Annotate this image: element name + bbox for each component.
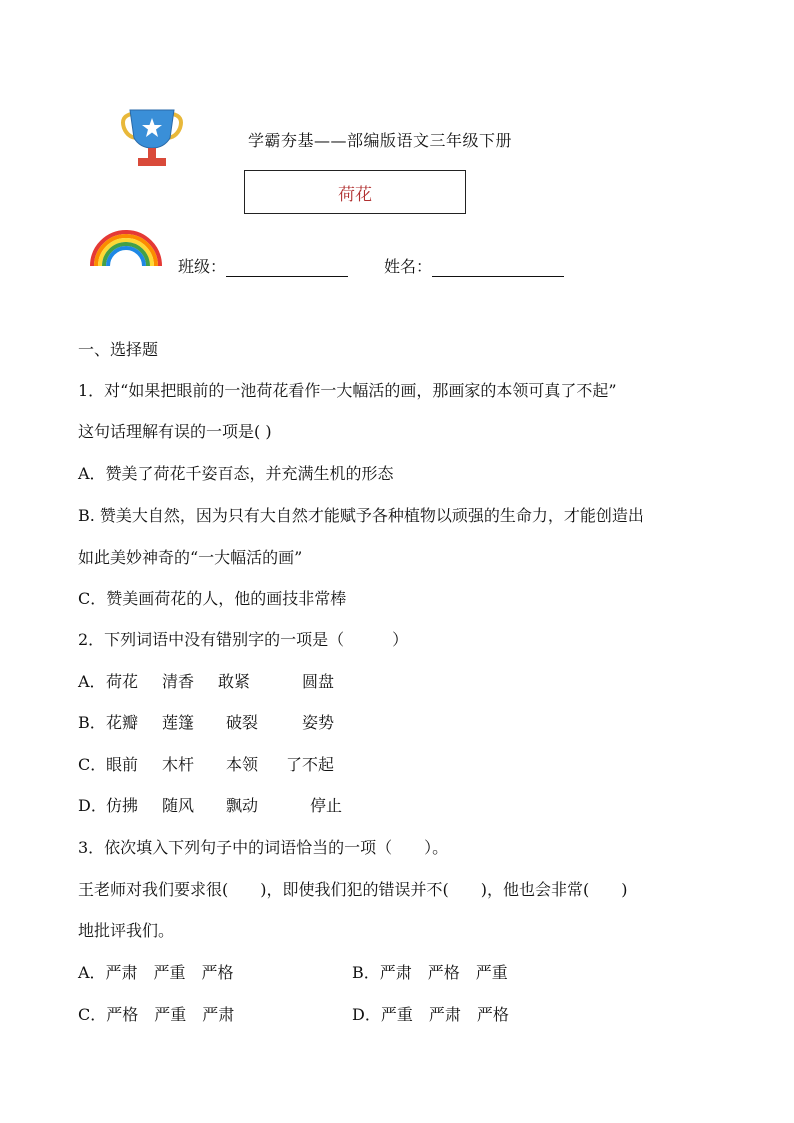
q1-option-b-line1[interactable]: B. 赞美大自然，因为只有大自然才能赋予各种植物以顽强的生命力，才能创造出: [78, 506, 644, 525]
q1-option-a[interactable]: A．赞美了荷花千姿百态，并充满生机的形态: [78, 464, 394, 483]
q2-option-letter: B．: [78, 713, 106, 732]
q2-word: 仿拂: [106, 796, 139, 815]
name-field: [384, 254, 564, 277]
q3-option-b[interactable]: B．严肃 严格 严重: [352, 963, 508, 982]
class-field: [178, 254, 348, 277]
q2-word: 飘动: [226, 796, 259, 815]
q3-sentence-line2: 地批评我们。: [78, 921, 175, 940]
q2-word: 了不起: [286, 755, 335, 774]
q2-word: 本领: [226, 755, 259, 774]
rainbow-icon: [88, 228, 164, 268]
class-blank[interactable]: [226, 258, 348, 277]
section-title: 一、选择题: [78, 340, 159, 359]
q3-option-a[interactable]: A．严肃 严重 严格: [78, 963, 234, 982]
q2-option-letter: A．: [78, 672, 106, 691]
q2-option-letter: D．: [78, 796, 107, 815]
q3-option-d[interactable]: D．严重 严肃 严格: [352, 1005, 509, 1024]
q3-stem: 3．依次填入下列句子中的词语恰当的一项（ ）。: [78, 838, 449, 857]
q2-word: 莲篷: [162, 713, 195, 732]
q2-word: 敢紧: [218, 672, 251, 691]
worksheet-header-title: 学霸夯基——部编版语文三年级下册: [248, 131, 513, 150]
lesson-title: 荷花: [338, 184, 372, 205]
class-label: 班级：: [178, 257, 227, 276]
q1-stem-line1: 1．对“如果把眼前的一池荷花看作一大幅活的画，那画家的本领可真了不起”: [78, 381, 617, 400]
q2-word: 停止: [310, 796, 343, 815]
q2-word: 姿势: [302, 713, 335, 732]
q2-word: 清香: [162, 672, 195, 691]
name-blank[interactable]: [432, 258, 564, 277]
q2-word: 随风: [162, 796, 195, 815]
q1-option-b-line2[interactable]: 如此美妙神奇的“一大幅活的画”: [78, 548, 303, 567]
q1-stem-line2: 这句话理解有误的一项是( ): [78, 422, 272, 441]
q2-option-letter: C．: [78, 755, 107, 774]
q1-option-c[interactable]: C．赞美画荷花的人，他的画技非常棒: [78, 589, 347, 608]
q2-word: 眼前: [106, 755, 139, 774]
q2-word: 花瓣: [106, 713, 139, 732]
name-label: 姓名：: [384, 257, 433, 276]
q2-stem: 2．下列词语中没有错别字的一项是（ ）: [78, 630, 409, 649]
q3-sentence-line1: 王老师对我们要求很( )，即使我们犯的错误并不( )，他也会非常( ): [78, 880, 628, 899]
q3-option-c[interactable]: C．严格 严重 严肃: [78, 1005, 235, 1024]
q2-word: 木杆: [162, 755, 195, 774]
trophy-icon: [118, 108, 186, 170]
q2-word: 破裂: [226, 713, 259, 732]
lesson-title-box: [244, 170, 466, 214]
q2-word: 荷花: [106, 672, 139, 691]
q2-word: 圆盘: [302, 672, 335, 691]
